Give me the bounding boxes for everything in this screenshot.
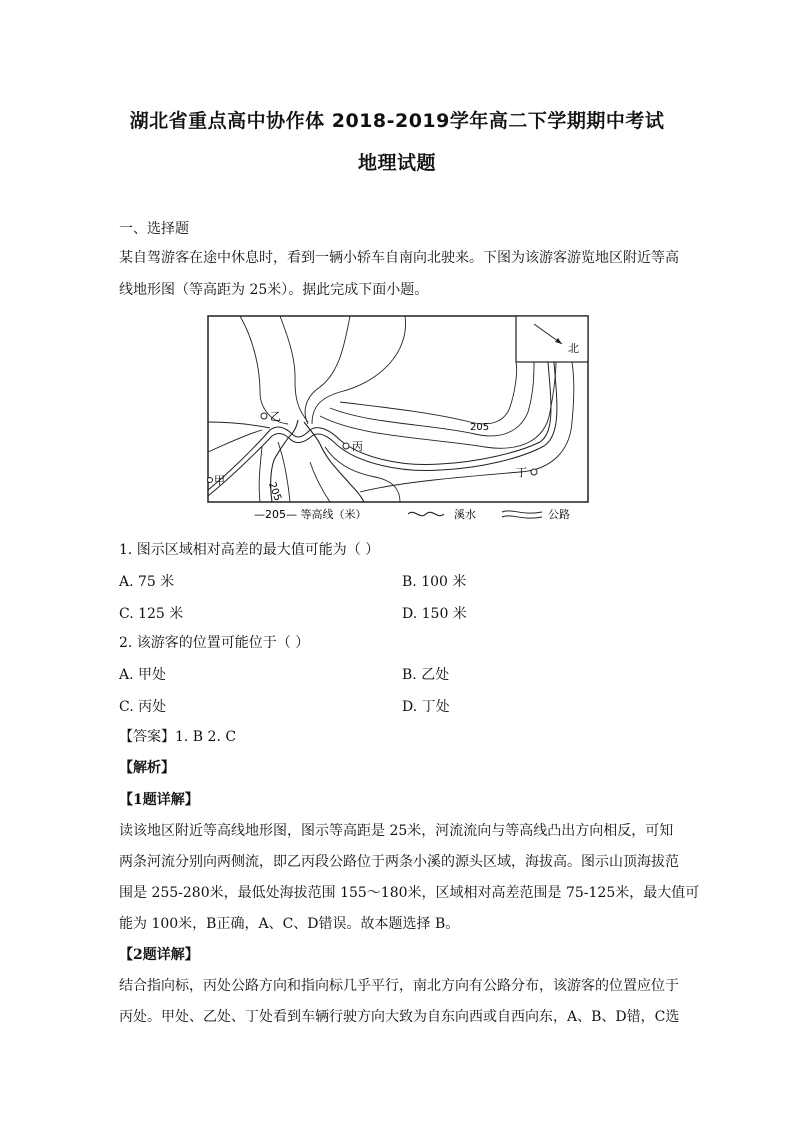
place-label-yi: 乙	[270, 410, 281, 423]
contour-line	[320, 362, 556, 448]
q1-option-c: C. 125 米	[119, 606, 184, 622]
q2-option-d: D. 丁处	[402, 699, 450, 715]
legend-stream: 溪水	[454, 508, 476, 521]
q1-detail-line-2: 两条河流分别向两侧流，即乙丙段公路位于两条小溪的源头区域，海拔高。图示山顶海拔范	[119, 854, 679, 870]
q1-detail-line-3: 围是 255-280米，最低处海拔范围 155～180米，区域相对高差范围是 75-125米，最大值可	[119, 885, 700, 901]
contour-line	[305, 316, 350, 424]
contour-line	[208, 422, 270, 428]
contour-value-label: 205	[266, 480, 283, 503]
q1-option-a: A. 75 米	[119, 574, 175, 590]
document-title: 湖北省重点高中协作体 2018-2019学年高二下学期期中考试	[129, 110, 665, 132]
q2-detail-line-1: 结合指向标，丙处公路方向和指向标几乎平行，南北方向有公路分布，该游客的位置应位于	[119, 978, 679, 994]
q1-option-b: B. 100 米	[402, 574, 467, 590]
place-marker-jia	[208, 478, 213, 483]
legend-road: 公路	[548, 508, 570, 521]
contour-line	[325, 447, 400, 502]
legend-road-symbol	[502, 511, 542, 513]
q2-option-a: A. 甲处	[119, 667, 167, 683]
question-2-stem: 2. 该游客的位置可能位于（ ）	[119, 635, 310, 651]
legend-road-symbol	[502, 516, 542, 518]
question-1-stem: 1. 图示区域相对高差的最大值可能为（ ）	[119, 542, 380, 558]
contour-map-figure	[200, 312, 592, 524]
analysis-label: 【解析】	[119, 760, 175, 776]
place-marker-yi	[261, 413, 267, 419]
contour-line	[208, 430, 262, 452]
contour-value-label: 205	[470, 422, 490, 433]
place-label-bing: 丙	[352, 440, 363, 453]
intro-line-2: 线地形图（等高距为 25米）。据此完成下面小题。	[119, 282, 429, 298]
place-marker-bing	[343, 443, 349, 449]
section-heading: 一、选择题	[119, 221, 189, 237]
contour-line	[259, 447, 262, 502]
q2-detail-line-2: 丙处。甲处、乙处、丁处看到车辆行驶方向大致为自东向西或自西向东，A、B、D错，C选	[119, 1009, 680, 1025]
q1-detail-line-1: 读该地区附近等高线地形图，图示等高距是 25米，河流流向与等高线凸出方向相反，可知	[119, 823, 674, 839]
q2-option-b: B. 乙处	[402, 667, 450, 683]
q1-detail-line-4: 能为 100米，B正确，A、C、D错误。故本题选择 B。	[119, 916, 460, 932]
north-label: 北	[568, 342, 579, 355]
q2-option-c: C. 丙处	[119, 699, 167, 715]
document-subtitle: 地理试题	[357, 152, 436, 174]
place-label-jia: 甲	[214, 474, 225, 487]
compass-box	[516, 316, 588, 362]
contour-line	[360, 362, 574, 492]
q1-option-d: D. 150 米	[402, 606, 467, 622]
intro-line-1: 某自驾游客在途中休息时，看到一辆小轿车自南向北驶来。下图为该游客游览地区附近等高	[119, 250, 679, 266]
answer-line: 【答案】1. B 2. C	[119, 729, 237, 745]
place-marker-ding	[531, 469, 537, 475]
road-lines	[208, 362, 557, 496]
stream-line	[304, 422, 364, 502]
contour-line	[310, 462, 330, 502]
contour-line	[240, 316, 288, 424]
contour-line	[340, 362, 517, 424]
legend-stream-symbol	[408, 512, 444, 515]
legend-contour: —205— 等高线（米）	[254, 508, 367, 521]
road-line	[208, 362, 557, 496]
stream-lines	[271, 420, 364, 502]
contour-line	[280, 316, 308, 422]
q1-detail-label: 【1题详解】	[119, 792, 199, 808]
q2-detail-label: 【2题详解】	[119, 947, 199, 963]
contour-line	[312, 316, 406, 424]
contour-line	[330, 362, 534, 436]
place-label-ding: 丁	[516, 466, 527, 479]
